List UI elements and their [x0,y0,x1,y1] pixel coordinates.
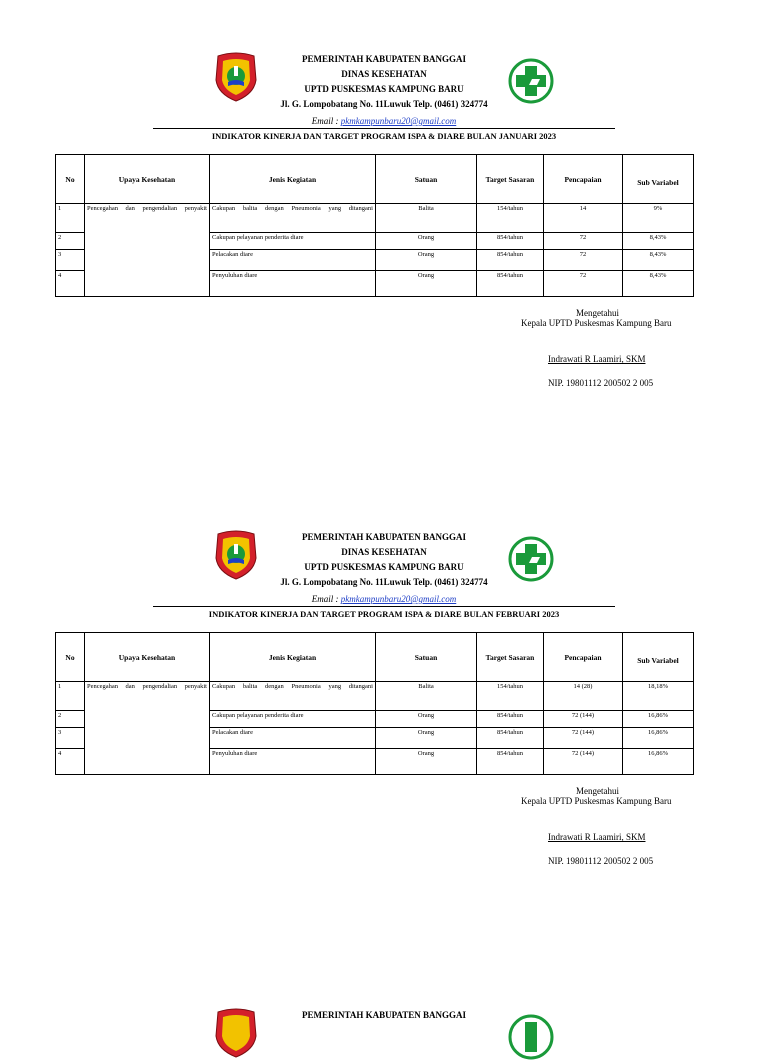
cell-sub-variabel: 16,86% [623,728,694,749]
col-header-upaya: Upaya Kesehatan [85,155,210,204]
cell-jenis: Cakupan pelayanan penderita diare [210,233,376,250]
cell-satuan: Orang [376,728,477,749]
cell-target: 854/tahun [477,250,544,271]
letterhead-line-1: PEMERINTAH KABUPATEN BANGGAI [301,54,466,64]
cell-pencapaian: 72 [544,271,623,297]
cell-upaya: Pencegahan dan pengendalian penyakit [85,682,210,775]
signature-mengetahui: Mengetahui [576,786,619,796]
signature-position: Kepala UPTD Puskesmas Kampung Baru [521,796,672,806]
col-header-satuan: Satuan [376,155,477,204]
cell-no: 2 [56,711,85,728]
col-header-no: No [56,633,85,682]
letterhead-divider [153,606,615,607]
col-header-satuan: Satuan [376,633,477,682]
col-header-upaya: Upaya Kesehatan [85,633,210,682]
cell-no: 1 [56,682,85,711]
cell-no: 3 [56,728,85,749]
letterhead-line-1: PEMERINTAH KABUPATEN BANGGAI [301,532,466,542]
cell-jenis: Cakupan balita dengan Pneumonia yang ditangani [210,682,376,711]
cell-satuan: Orang [376,749,477,775]
cell-satuan: Balita [376,682,477,711]
cell-upaya: Pencegahan dan pengendalian penyakit [85,204,210,297]
cell-jenis: Penyuluhan diare [210,271,376,297]
cell-pencapaian: 72 (144) [544,749,623,775]
cell-satuan: Orang [376,271,477,297]
cell-target: 854/tahun [477,728,544,749]
cell-satuan: Balita [376,204,477,233]
cell-sub-variabel: 8,43% [623,250,694,271]
signature-position: Kepala UPTD Puskesmas Kampung Baru [521,318,672,328]
cell-sub-variabel: 9% [623,204,694,233]
cell-target: 154/tahun [477,204,544,233]
cell-no: 1 [56,204,85,233]
cell-pencapaian: 72 (144) [544,728,623,749]
col-header-no: No [56,155,85,204]
signature-nip: NIP. 19801112 200502 2 005 [548,856,654,866]
letterhead-divider [153,128,615,129]
letterhead-line-1: PEMERINTAH KABUPATEN BANGGAI [301,1010,466,1020]
cell-sub-variabel: 8,43% [623,271,694,297]
cell-target: 854/tahun [477,271,544,297]
cell-jenis: Pelacakan diare [210,728,376,749]
col-header-sub-variabel: Sub Variabel [623,633,694,682]
cell-sub-variabel: 16,86% [623,749,694,775]
table-row [56,682,694,711]
signature-nip: NIP. 19801112 200502 2 005 [548,378,654,388]
cell-target: 154/tahun [477,682,544,711]
cell-sub-variabel: 16,86% [623,711,694,728]
col-header-pencapaian: Pencapaian [544,155,623,204]
letterhead-line-3: UPTD PUSKESMAS KAMPUNG BARU [304,562,464,572]
cell-no: 4 [56,271,85,297]
cell-target: 854/tahun [477,749,544,775]
cell-satuan: Orang [376,711,477,728]
letterhead-email-line [0,116,768,126]
letterhead-address: Jl. G. Lompobatang No. 11Luwuk Telp. (0461) 324774 [280,577,488,587]
letterhead-address: Jl. G. Lompobatang No. 11Luwuk Telp. (0461) 324774 [280,99,488,109]
email-label: Email : [311,594,341,604]
cell-satuan: Orang [376,250,477,271]
cell-pencapaian: 72 [544,233,623,250]
cell-pencapaian: 14 [544,204,623,233]
cell-jenis: Cakupan balita dengan Pneumonia yang ditangani [210,204,376,233]
cell-sub-variabel: 18,18% [623,682,694,711]
signature-name: Indrawati R Laamiri, SKM [548,832,646,842]
letterhead-line-2: DINAS KESEHATAN [341,547,427,557]
table-row [56,204,694,233]
cell-jenis: Cakupan pelayanan penderita diare [210,711,376,728]
cell-no: 2 [56,233,85,250]
cell-no: 3 [56,250,85,271]
report-title: INDIKATOR KINERJA DAN TARGET PROGRAM ISPA & DIARE BULAN JANUARI 2023 [211,131,557,141]
signature-name: Indrawati R Laamiri, SKM [548,354,646,364]
signature-mengetahui: Mengetahui [576,308,619,318]
col-header-sub-variabel: Sub Variabel [623,155,694,204]
email-link[interactable]: pkmkampunbaru20@gmail.com [340,116,457,126]
indicator-table [55,154,694,297]
cell-pencapaian: 72 [544,250,623,271]
indicator-table [55,632,694,775]
cell-pencapaian: 14 (28) [544,682,623,711]
col-header-pencapaian: Pencapaian [544,633,623,682]
cell-pencapaian: 72 (144) [544,711,623,728]
col-header-jenis: Jenis Kegiatan [210,633,376,682]
email-link[interactable]: pkmkampunbaru20@gmail.com [340,594,457,604]
cell-no: 4 [56,749,85,775]
col-header-jenis: Jenis Kegiatan [210,155,376,204]
letterhead-line-3: UPTD PUSKESMAS KAMPUNG BARU [304,84,464,94]
col-header-target: Target Sasaran [477,155,544,204]
cell-target: 854/tahun [477,711,544,728]
cell-jenis: Pelacakan diare [210,250,376,271]
table-header-row [56,633,694,682]
col-header-target: Target Sasaran [477,633,544,682]
cell-satuan: Orang [376,233,477,250]
letterhead-email-line [0,594,768,604]
letterhead-line-2: DINAS KESEHATAN [341,69,427,79]
table-header-row [56,155,694,204]
cell-target: 854/tahun [477,233,544,250]
report-title: INDIKATOR KINERJA DAN TARGET PROGRAM ISPA & DIARE BULAN FEBRUARI 2023 [208,609,560,619]
cell-sub-variabel: 8,43% [623,233,694,250]
email-label: Email : [311,116,341,126]
cell-jenis: Penyuluhan diare [210,749,376,775]
